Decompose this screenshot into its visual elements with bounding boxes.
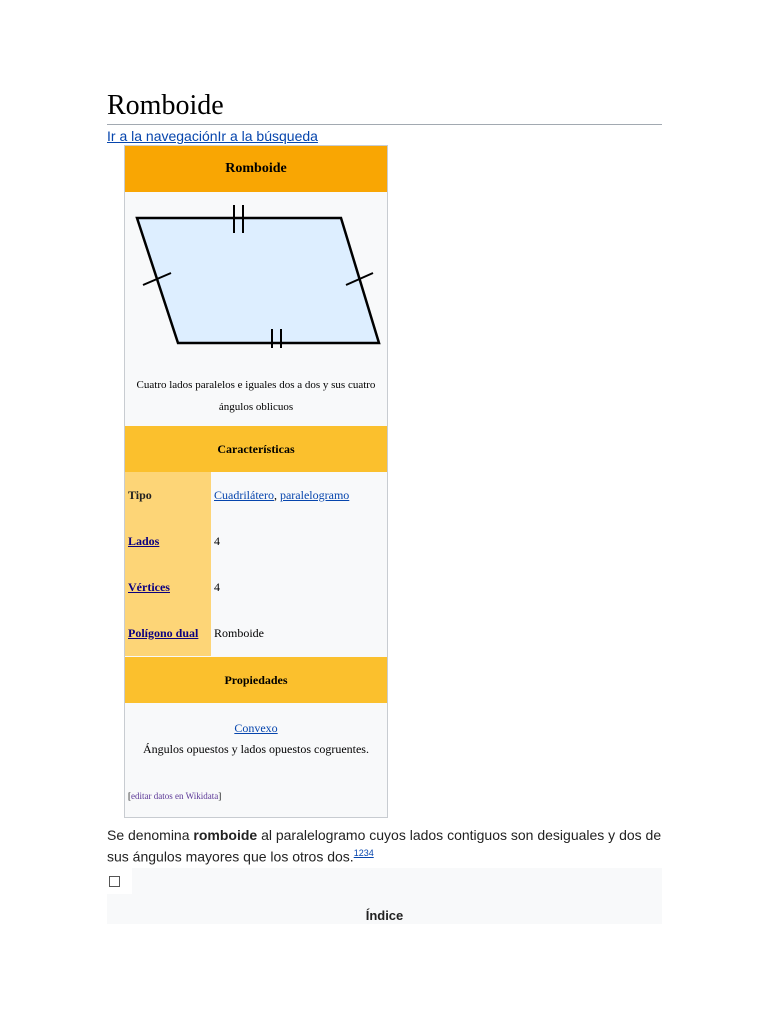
jump-to-search-link[interactable]: Ir a la búsqueda	[217, 128, 318, 144]
cuadrilatero-link[interactable]: Cuadrilátero	[214, 487, 274, 502]
row-label	[125, 610, 211, 656]
infobox-row-vertices	[125, 564, 387, 610]
title-divider	[107, 124, 662, 125]
row-label	[125, 518, 211, 564]
reference-superscript	[354, 846, 374, 859]
intro-text-after: al paralelogramo cuyos lados contiguos son desiguales y dos de sus ángulos mayores que los otros dos.	[107, 827, 662, 865]
row-value: 4	[214, 579, 220, 594]
jump-to-navigation-link[interactable]: Ir a la navegación	[107, 128, 218, 144]
page-title: Romboide	[107, 90, 224, 121]
edit-wikidata	[128, 791, 221, 801]
infobox-row-lados	[125, 518, 387, 564]
infobox-row-tipo	[125, 472, 387, 518]
section-header-properties: Propiedades	[125, 657, 387, 703]
edit-bracket-open: [	[128, 791, 131, 801]
toc-title: Índice	[365, 908, 404, 923]
row-label	[125, 472, 211, 518]
value-separator: ,	[273, 487, 280, 502]
properties-text: Ángulos opuestos y lados opuestos cogruentes.	[143, 742, 369, 756]
edit-wikidata-link[interactable]: editar datos en Wikidata	[131, 791, 219, 801]
infobox	[124, 145, 388, 818]
edit-bracket-close: ]	[218, 791, 222, 801]
infobox-caption: Cuatro lados paralelos e iguales dos a dos y sus cuatro ángulos oblicuos	[136, 379, 376, 413]
jump-links	[107, 127, 318, 145]
row-value: 4	[214, 533, 220, 548]
rhomboid-figure	[133, 198, 381, 348]
row-value	[214, 472, 349, 518]
properties-content	[125, 718, 387, 760]
poligono-dual-link[interactable]: Polígono dual	[128, 625, 199, 640]
intro-paragraph	[107, 826, 667, 866]
vertices-link[interactable]: Vértices	[128, 579, 170, 594]
convexo-link[interactable]: Convexo	[234, 721, 278, 735]
section-header-characteristics: Características	[125, 426, 387, 472]
references-link[interactable]: 1234	[353, 848, 374, 858]
rhomboid-shape	[137, 218, 379, 343]
intro-term: romboide	[193, 827, 258, 843]
table-of-contents	[107, 868, 662, 924]
row-label	[125, 564, 211, 610]
paralelogramo-link[interactable]: paralelogramo	[279, 487, 350, 502]
toc-toggle-checkbox[interactable]	[109, 876, 120, 887]
lados-link[interactable]: Lados	[128, 533, 160, 548]
intro-text-before: Se denomina	[107, 827, 194, 843]
infobox-title: Romboide	[125, 146, 387, 192]
row-value: Romboide	[214, 625, 264, 640]
row-label-text: Tipo	[128, 487, 152, 502]
infobox-row-poligono-dual	[125, 610, 387, 656]
